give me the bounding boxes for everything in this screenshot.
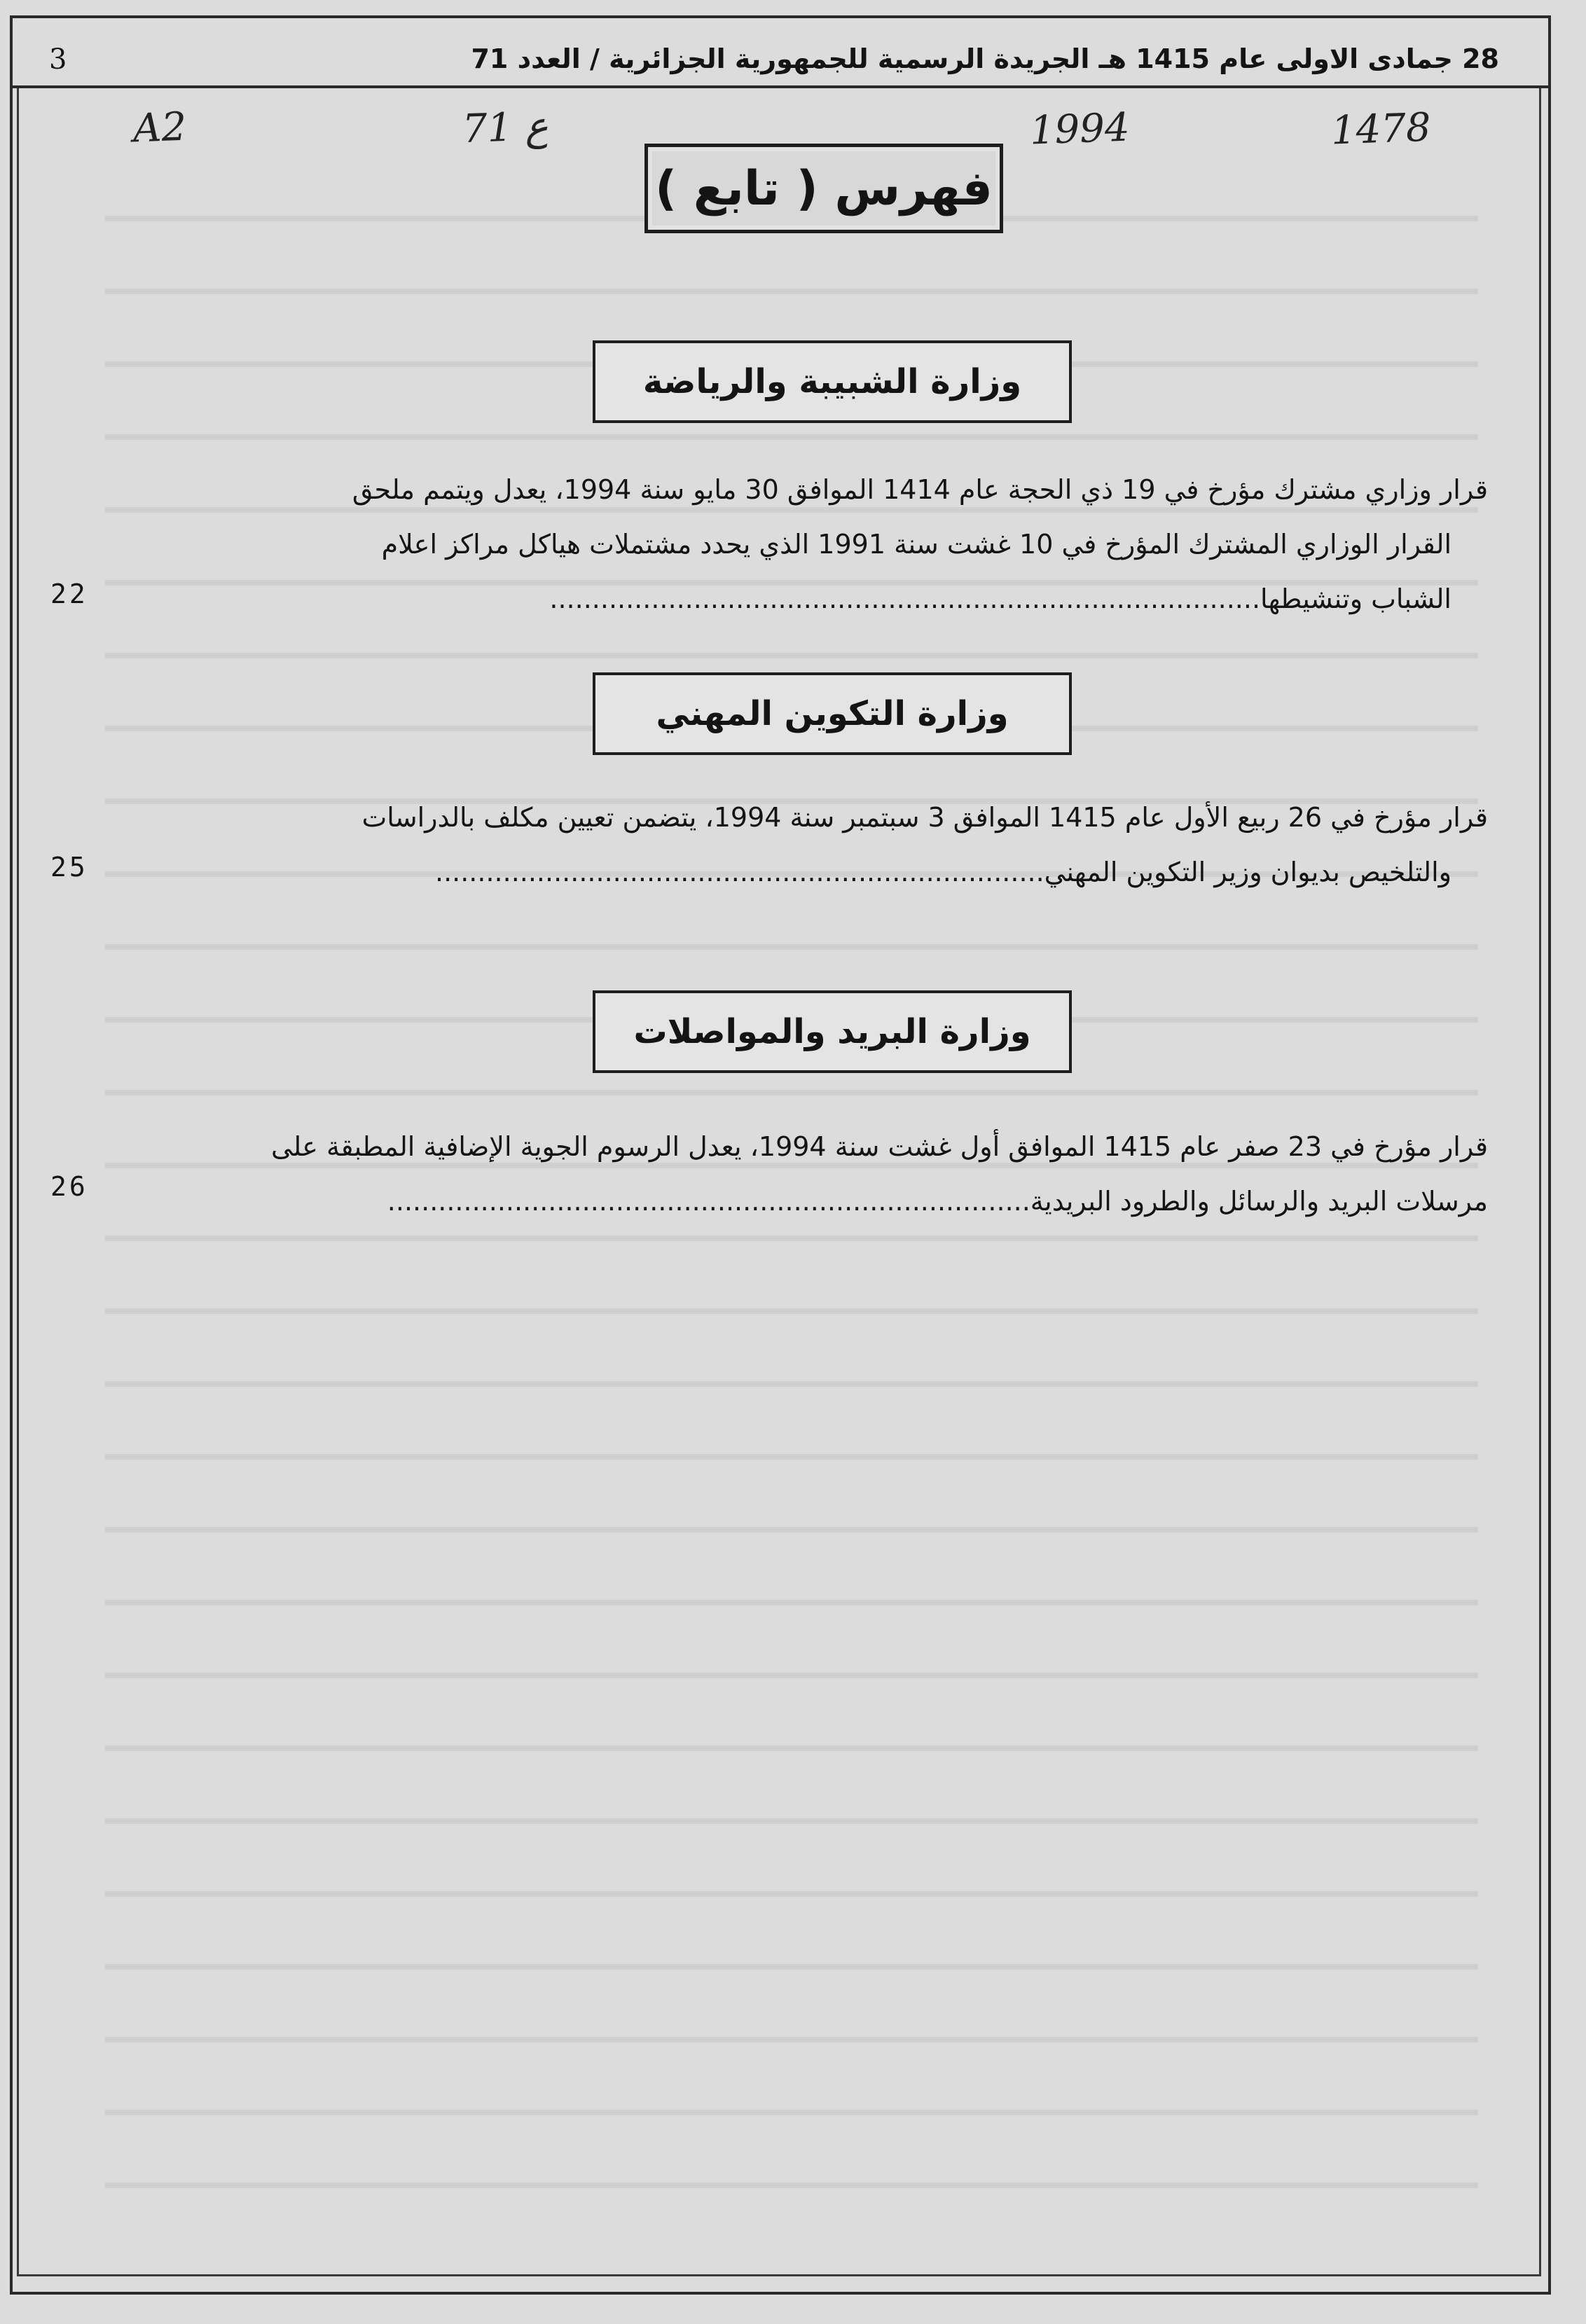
ministry-title: وزارة البريد والمواصلات	[633, 1012, 1031, 1051]
handwritten-note-left: A2	[132, 104, 188, 152]
entry-line: والتلخيص بديوان وزير التكوين المهني........................................................................	[434, 857, 1451, 887]
entry-page-number: 26	[50, 1171, 88, 1202]
entry-page-number: 22	[50, 579, 88, 609]
index-entry-vocational-training	[115, 790, 1488, 899]
handwritten-issue: ع 71	[461, 103, 549, 153]
index-entry-post-telecom	[115, 1119, 1488, 1229]
ministry-box-vocational-training	[593, 672, 1072, 755]
index-title-box	[644, 144, 1003, 233]
header-page-number: 3	[49, 43, 67, 76]
entry-page-number: 25	[50, 852, 88, 883]
entry-line: قرار وزاري مشترك مؤرخ في 19 ذي الحجة عام 1414 الموافق 30 مايو سنة 1994، يعدل ويتمم ملحق	[352, 474, 1488, 505]
index-entry-youth-sports	[115, 462, 1488, 626]
entry-line: الشباب وتنشيطها....................................................................................	[549, 583, 1451, 614]
handwritten-year: 1994	[1028, 104, 1131, 154]
index-title: فهرس ( تابع )	[655, 160, 993, 216]
entry-line: مرسلات البريد والرسائل والطرود البريدية............................................................................	[387, 1186, 1488, 1217]
ministry-title: وزارة التكوين المهني	[656, 694, 1009, 733]
header-title: 28 جمادى الاولى عام 1415 هـ الجريدة الرسمية للجمهورية الجزائرية / العدد 71	[471, 43, 1499, 74]
ministry-box-post-telecom	[593, 990, 1072, 1073]
page-header	[13, 18, 1548, 88]
entry-line: القرار الوزاري المشترك المؤرخ في 10 غشت سنة 1991 الذي يحدد مشتملات هياكل مراكز اعلام	[381, 529, 1451, 560]
entry-line: قرار مؤرخ في 23 صفر عام 1415 الموافق أول غشت سنة 1994، يعدل الرسوم الجوية الإضافية المطبقة على	[271, 1131, 1488, 1162]
handwritten-ref: 1478	[1330, 104, 1432, 154]
ministry-box-youth-sports	[593, 340, 1072, 423]
entry-line: قرار مؤرخ في 26 ربيع الأول عام 1415 الموافق 3 سبتمبر سنة 1994، يتضمن تعيين مكلف بالدراسات	[361, 802, 1488, 833]
ministry-title: وزارة الشبيبة والرياضة	[642, 362, 1022, 401]
